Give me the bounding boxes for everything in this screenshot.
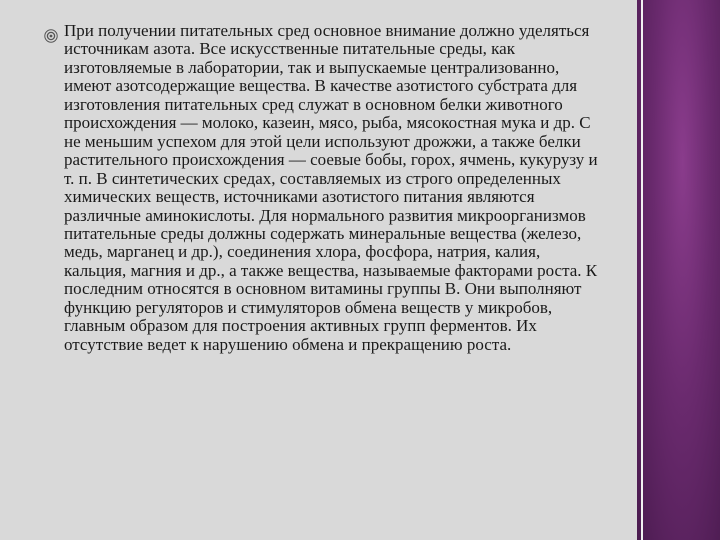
body-text: При получении питательных сред основное внимание должно уделяться источникам азота. Все искусственные питательные среды, как изготовляемые в лаборатории, так и выпускаемые централизованно, имеют азотсодержащие вещества. В качестве азотистого субстрата для изготовления питательных сред служат в основном белки животного происхождения — молоко, казеин, мясо, рыба, мясокостная мука и др. С не меньшим успехом для этой цели используют дрожжи, а также белки растительного происхождения — соевые бобы, горох, ячмень, кукурузу и т. п. В синтетических средах, составляемых из строго определенных химических веществ, источниками азотистого питания являются различные аминокислоты. Для нормального развития микроорганизмов питательные среды должны содержать минеральные вещества (железо, медь, марганец и др.), соединения хлора, фосфора, натрия, калия, кальция, магния и др., а также вещества, называемые факторами роста. К последним относятся в основном витамины группы В. Они выполняют функцию регуляторов и стимуляторов обмена веществ у микробов, главным образом для построения активных групп ферментов. Их отсутствие ведет к нарушению обмена и прекращению роста. [64, 21, 598, 354]
panel-divider [641, 0, 643, 540]
circled-bullet-icon [43, 28, 59, 44]
decorative-side-panel [637, 0, 720, 540]
